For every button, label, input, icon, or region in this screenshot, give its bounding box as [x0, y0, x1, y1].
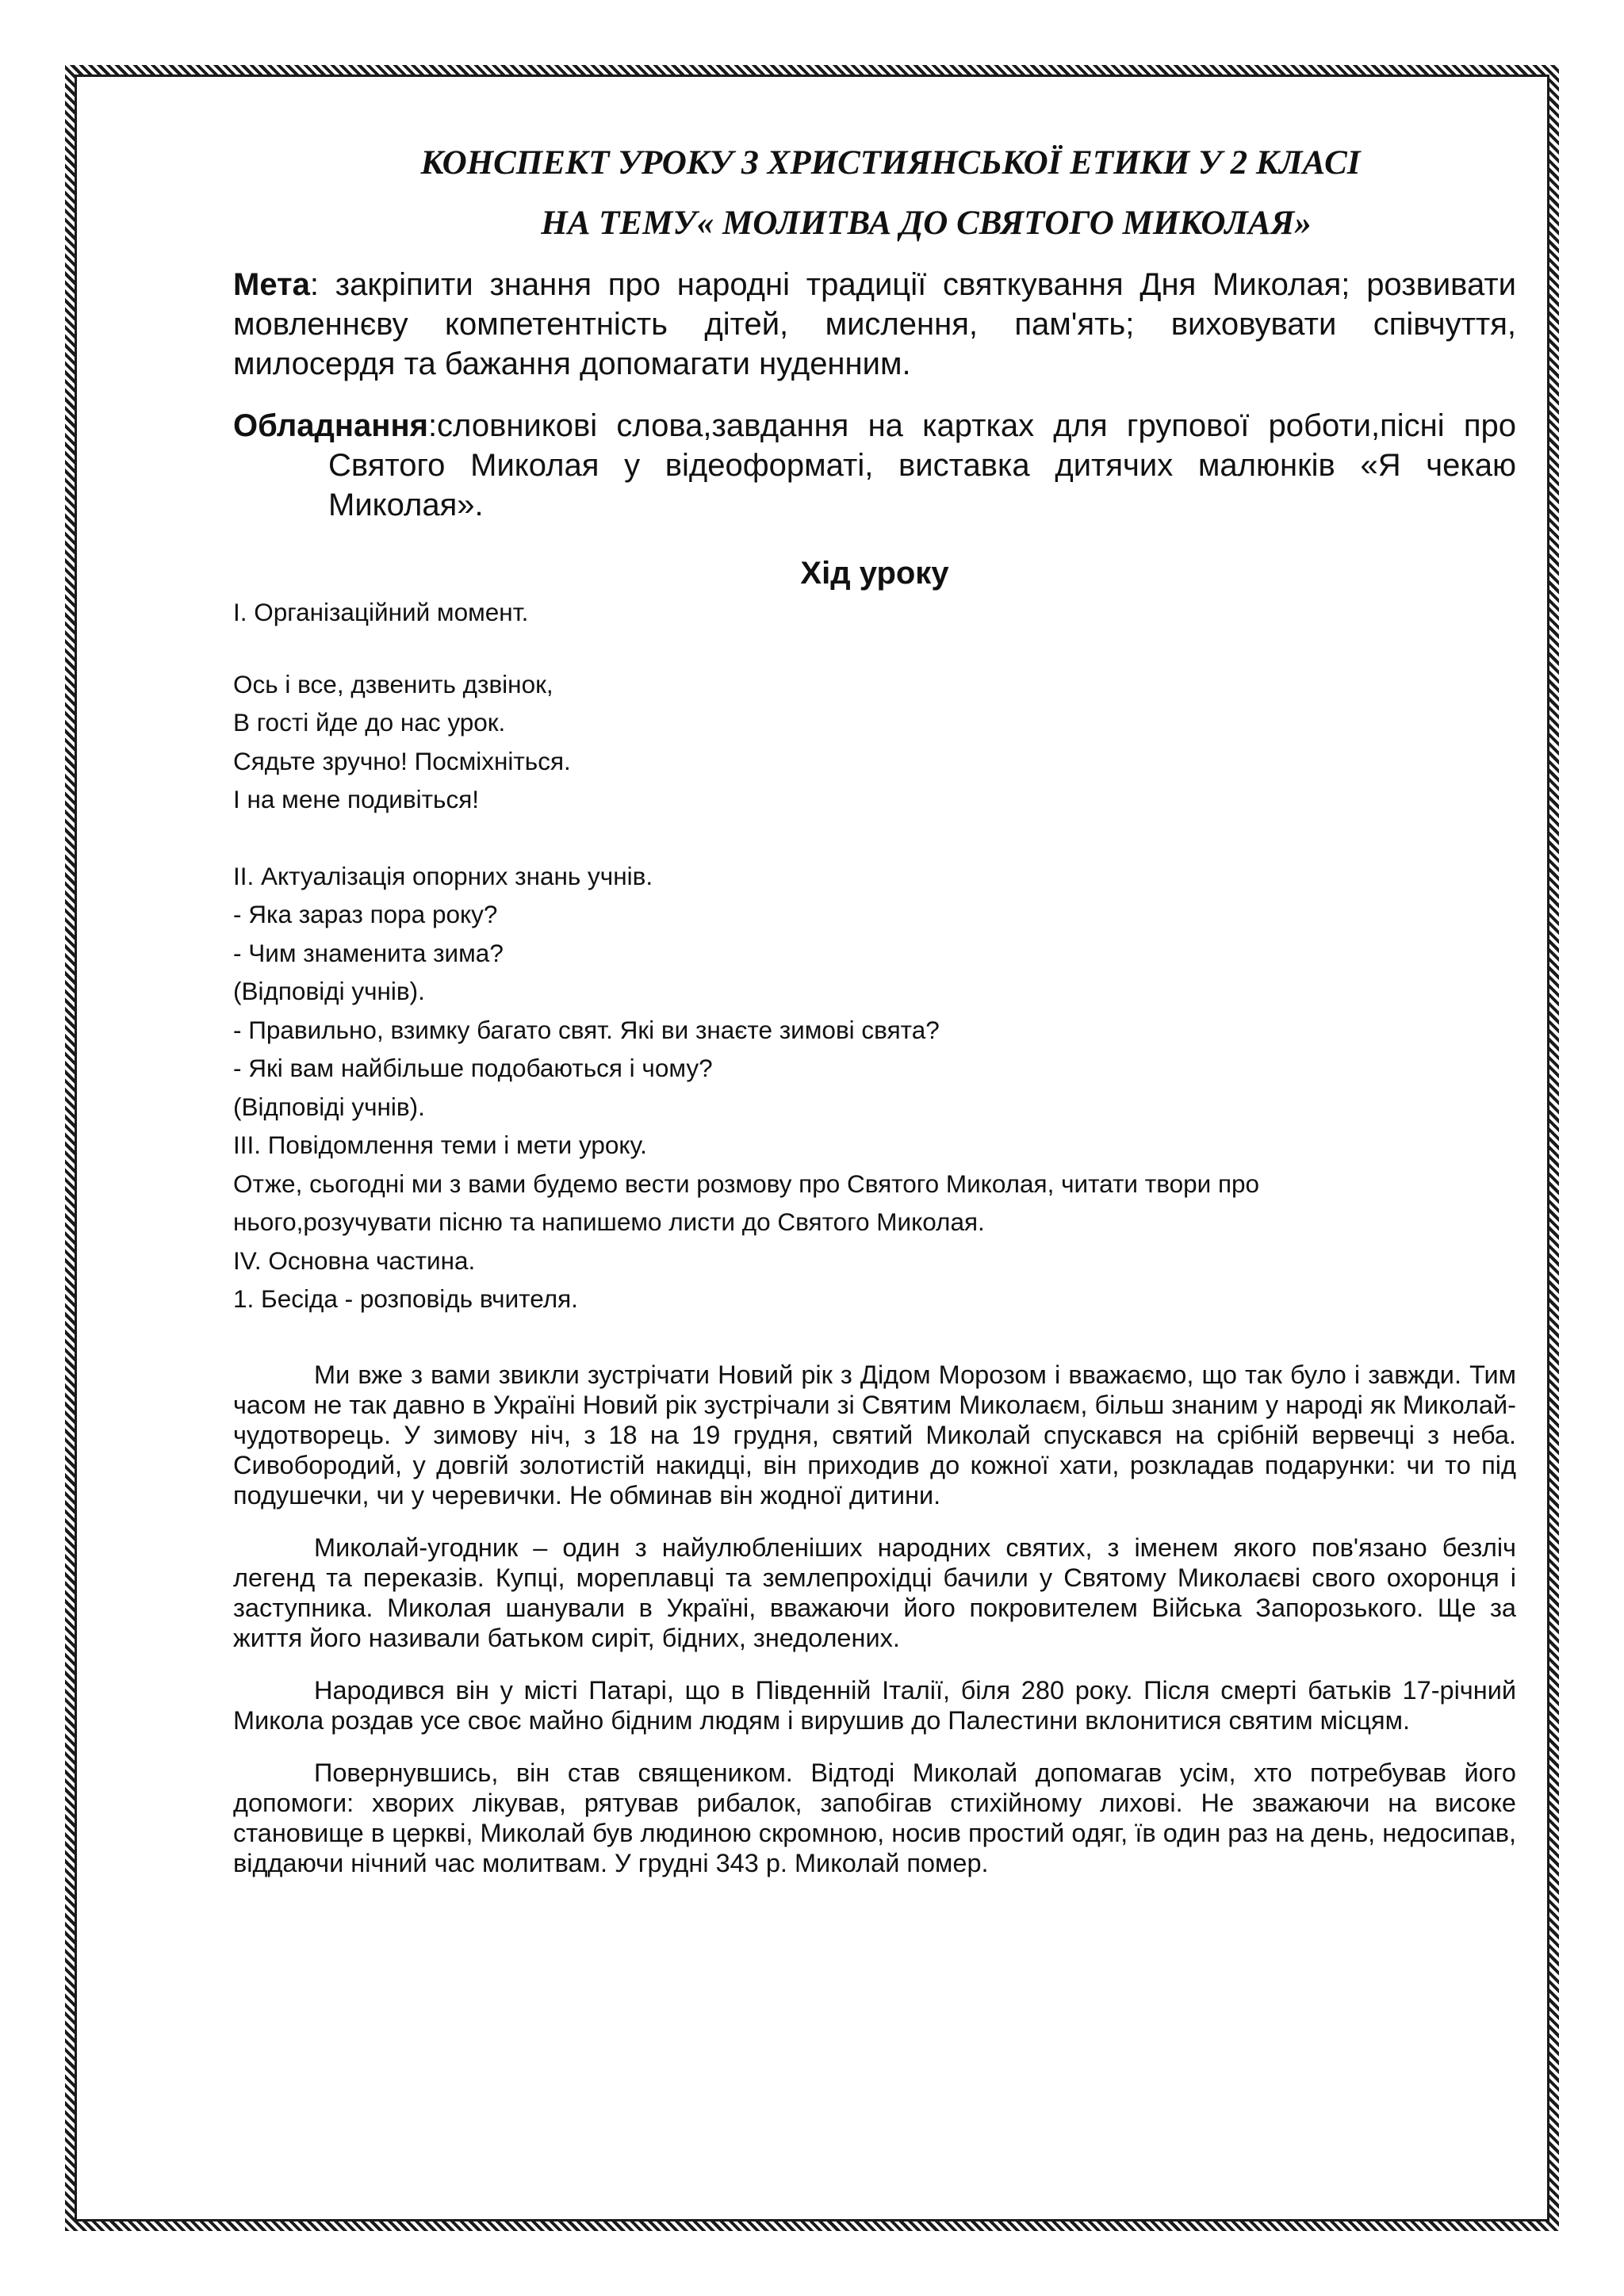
step-line: - Яка зараз пора року?	[233, 900, 498, 928]
step-line: (Відповіді учнів).	[233, 977, 425, 1005]
poem	[233, 665, 1516, 819]
story-paragraph: Повернувшись, він став священиком. Відтоді Миколай допомагав усім, хто потребував його допомоги: хворих лікував, рятував рибалок, запобігав стихійному лихові. Не зважаючи на високе становище в церкві, Миколай був людиною скромною, носив простий одяг, їв один раз на день, недосипав, віддаючи нічний час молитвам. У грудні 343 р. Миколай помер.	[233, 1758, 1516, 1877]
lesson-heading: Хід уроку	[800, 556, 949, 591]
step-line: Отже, сьогодні ми з вами будемо вести розмову про Святого Миколая, читати твори про	[233, 1169, 1260, 1198]
story-paragraph: Народився він у місті Патарі, що в Південній Італії, біля 280 року. Після смерті батьків 17-річний Микола роздав усе своє майно бідним людям і вирушив до Палестини вклонитися святим місцям.	[233, 1675, 1516, 1735]
lesson-goal	[233, 265, 1516, 384]
poem-line: В гості йде до нас урок.	[233, 708, 506, 737]
step-line: - Чим знаменита зима?	[233, 938, 504, 967]
document-title-line-2: НА ТЕМУ« МОЛИТВА ДО СВЯТОГО МИКОЛАЯ»	[541, 205, 1312, 242]
step-line: - Правильно, взимку багато свят. Які ви знаєте зимові свята?	[233, 1015, 940, 1044]
goal-text: : закріпити знання про народні традиції святкування Дня Миколая; розвивати мовленнєву компетентність дітей, мислення, пам'ять; виховувати співчуття, милосердя та бажання допомагати нуденним.	[233, 267, 1516, 381]
document-body	[233, 143, 1516, 1900]
step-line: (Відповіді учнів).	[233, 1092, 425, 1121]
story-paragraph: Миколай-угодник – один з найулюбленіших народних святих, з іменем якого пов'язано безліч легенд та переказів. Купці, мореплавці та землепрохідці бачили у Святому Миколаєві свого охоронця і заступника. Миколая шанували в Україні, вважаючи його покровителем Війська Запорозького. Ще за життя його називали батьком сиріт, бідних, знедолених.	[233, 1533, 1516, 1652]
lesson-steps	[233, 857, 1516, 1318]
poem-line: І на мене подивіться!	[233, 785, 480, 813]
equipment-text: :словникові слова,завдання на картках для групової роботи,пісні про Святого Миколая у відеоформаті, виставка дитячих малюнків «Я чекаю Миколая».	[328, 408, 1516, 522]
step-line: нього,розучувати пісню та напишемо листи до Святого Миколая.	[233, 1207, 985, 1236]
poem-line: Сядьте зручно! Посміхніться.	[233, 746, 571, 775]
poem-line: Ось і все, дзвенить дзвінок,	[233, 669, 553, 698]
document-title-line-1: КОНСПЕКТ УРОКУ З ХРИСТИЯНСЬКОЇ ЕТИКИ У 2 КЛАСІ	[420, 144, 1361, 182]
goal-label: Мета	[233, 267, 310, 302]
story-paragraph: Ми вже з вами звикли зустрічати Новий рік з Дідом Морозом і вважаємо, що так було і завжди. Тим часом не так давно в Україні Новий рік зустрічали зі Святим Миколаєм, більш знаним у народі як Миколай-чудотворець. У зимову ніч, з 18 на 19 грудня, святий Миколай спускався на срібній вервечці з неба. Сивобородий, у довгій золотистій накидці, він приходив до кожної хати, розкладав подарунки: чи то під подушечки, чи у черевички. Не обминав він жодної дитини.	[233, 1360, 1516, 1510]
lesson-equipment	[233, 406, 1516, 525]
section-org-moment: І. Організаційний момент.	[233, 598, 529, 626]
step-line: ІІ. Актуалізація опорних знань учнів.	[233, 861, 653, 890]
step-line: - Які вам найбільше подобаються і чому?	[233, 1054, 713, 1082]
step-line: 1. Бесіда - розповідь вчителя.	[233, 1284, 578, 1313]
step-line: ІV. Основна частина.	[233, 1246, 476, 1275]
step-line: ІІІ. Повідомлення теми і мети уроку.	[233, 1131, 647, 1159]
equipment-label: Обладнання	[233, 408, 428, 443]
